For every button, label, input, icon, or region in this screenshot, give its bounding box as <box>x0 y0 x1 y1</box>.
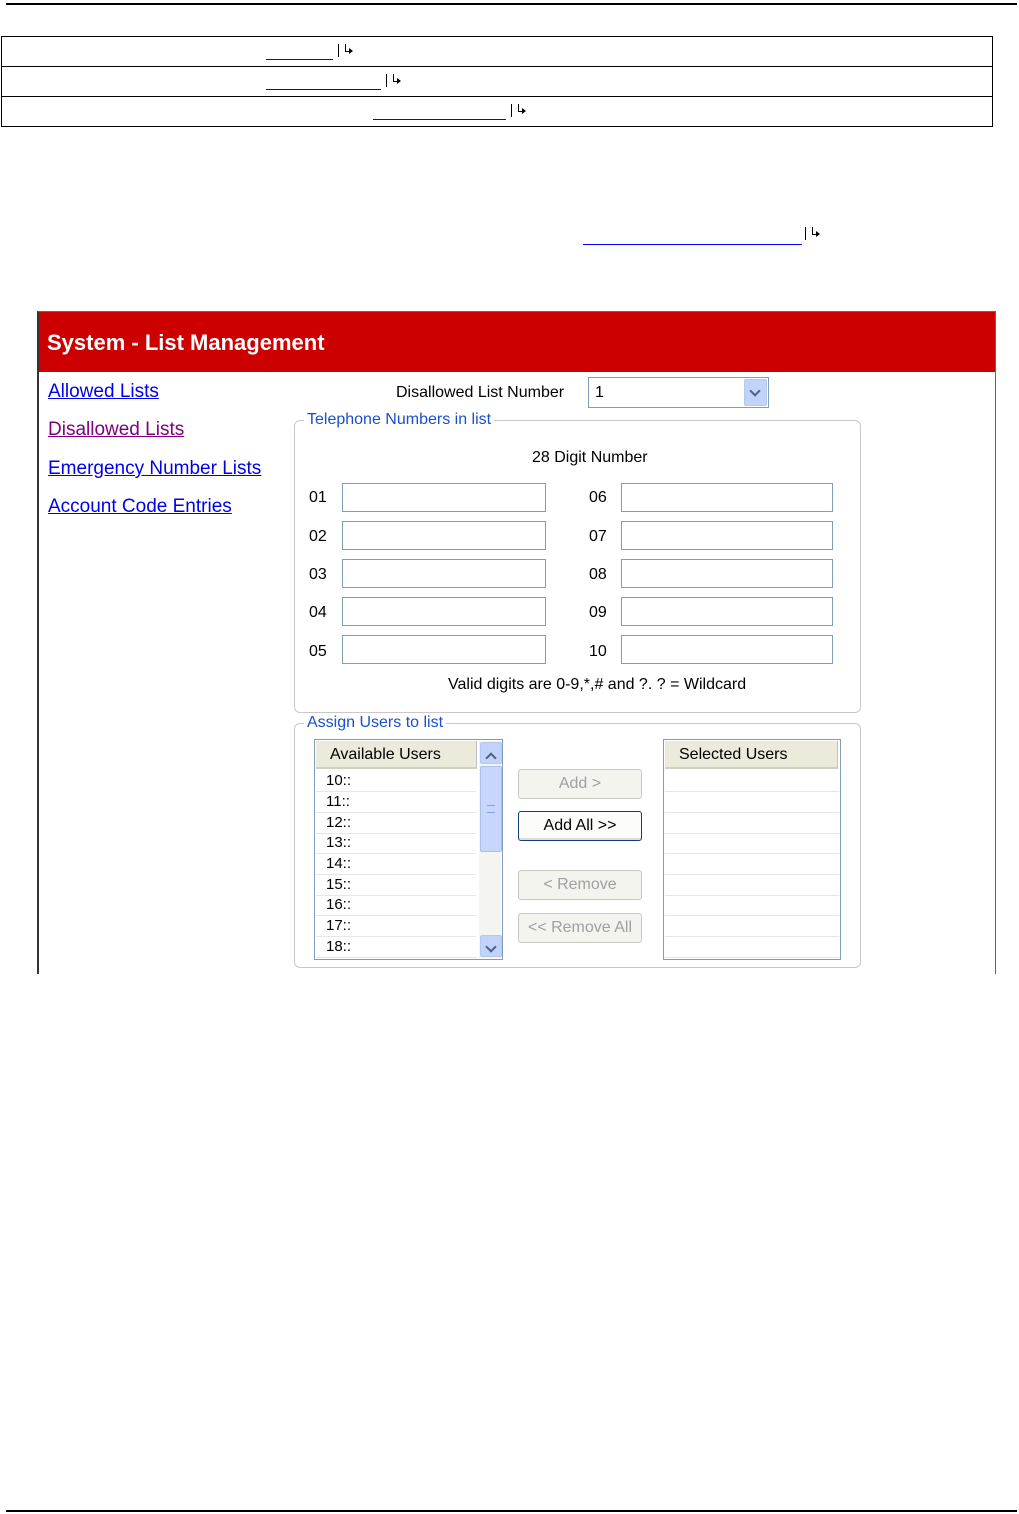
number-input-01[interactable] <box>342 483 546 512</box>
list-item <box>665 833 839 854</box>
chevron-up-icon <box>485 752 496 763</box>
bottom-rule <box>6 1510 1017 1512</box>
chevron-down-icon <box>485 941 496 952</box>
nav-allowed-lists[interactable]: Allowed Lists <box>48 381 159 402</box>
number-input-07[interactable] <box>621 521 833 550</box>
number-input-03[interactable] <box>342 559 546 588</box>
title-bar <box>39 312 995 372</box>
list-number-select[interactable] <box>588 377 769 408</box>
reference-link[interactable] <box>266 43 333 60</box>
telephone-numbers-legend: Telephone Numbers in list <box>304 411 494 429</box>
number-input-05[interactable] <box>342 635 546 664</box>
entry-label-10: 10 <box>589 643 607 660</box>
list-item[interactable]: 16:: <box>316 895 476 916</box>
number-input-04[interactable] <box>342 597 546 626</box>
number-input-08[interactable] <box>621 559 833 588</box>
number-input-06[interactable] <box>621 483 833 512</box>
scroll-thumb[interactable] <box>480 766 502 852</box>
list-item <box>665 937 839 958</box>
number-input-09[interactable] <box>621 597 833 626</box>
available-users-header[interactable]: Available Users <box>316 741 477 769</box>
page-reference-icon <box>511 104 534 117</box>
list-item[interactable]: 13:: <box>316 833 476 854</box>
table-row <box>2 37 993 67</box>
list-number-label: Disallowed List Number <box>396 384 565 401</box>
number-input-10[interactable] <box>621 635 833 664</box>
scroll-up-button[interactable] <box>480 742 502 764</box>
page-reference-icon <box>386 74 409 87</box>
scroll-down-button[interactable] <box>480 935 502 957</box>
list-number-value: 1 <box>595 384 604 401</box>
list-item <box>665 813 839 834</box>
reference-table <box>1 36 993 127</box>
entry-label-02: 02 <box>309 528 327 545</box>
top-rule <box>6 3 1017 5</box>
selected-users-header[interactable]: Selected Users <box>665 741 838 769</box>
remove-button[interactable]: < Remove <box>518 870 642 900</box>
list-item <box>665 895 839 916</box>
table-row <box>2 97 993 127</box>
entry-label-07: 07 <box>589 528 607 545</box>
table-row <box>2 67 993 97</box>
list-management-screenshot <box>37 311 996 974</box>
available-users-list[interactable] <box>314 739 503 960</box>
number-input-02[interactable] <box>342 521 546 550</box>
list-item[interactable]: 14:: <box>316 854 476 875</box>
nav-emergency-number-lists[interactable]: Emergency Number Lists <box>48 458 262 479</box>
list-item <box>665 916 839 937</box>
list-item <box>665 792 839 813</box>
page-reference-icon <box>805 227 828 240</box>
nav-account-code-entries[interactable]: Account Code Entries <box>48 496 232 517</box>
assign-users-legend: Assign Users to list <box>304 714 446 732</box>
list-item[interactable]: 18:: <box>316 937 476 958</box>
reference-link[interactable] <box>583 228 802 245</box>
available-users-scrollbar[interactable] <box>479 741 501 958</box>
chevron-down-icon <box>749 385 760 396</box>
list-item <box>665 875 839 896</box>
list-item <box>665 771 839 792</box>
selected-users-list[interactable] <box>663 739 841 960</box>
entry-label-08: 08 <box>589 566 607 583</box>
wildcard-hint: Valid digits are 0-9,*,# and ?. ? = Wildcard <box>448 676 747 693</box>
reference-link[interactable] <box>266 73 381 90</box>
telephone-numbers-group <box>294 411 861 713</box>
entry-label-01: 01 <box>309 489 327 506</box>
list-item[interactable]: 10:: <box>316 771 476 792</box>
add-all-button[interactable]: Add All >> <box>518 811 642 841</box>
list-item[interactable]: 17:: <box>316 916 476 937</box>
page-reference-icon <box>338 44 361 57</box>
reference-link[interactable] <box>373 103 506 120</box>
entry-label-03: 03 <box>309 566 327 583</box>
entry-label-09: 09 <box>589 604 607 621</box>
dropdown-arrow-button[interactable] <box>744 379 767 406</box>
list-item[interactable]: 12:: <box>316 813 476 834</box>
list-item[interactable]: 15:: <box>316 875 476 896</box>
remove-all-button[interactable]: << Remove All <box>518 913 642 943</box>
list-item <box>665 854 839 875</box>
digit-header: 28 Digit Number <box>532 449 648 466</box>
list-item[interactable]: 11:: <box>316 792 476 813</box>
entry-label-04: 04 <box>309 604 327 621</box>
entry-label-05: 05 <box>309 643 327 660</box>
nav-disallowed-lists[interactable]: Disallowed Lists <box>48 419 185 440</box>
add-button[interactable]: Add > <box>518 769 642 799</box>
page-title: System - List Management <box>47 330 325 355</box>
entry-label-06: 06 <box>589 489 607 506</box>
